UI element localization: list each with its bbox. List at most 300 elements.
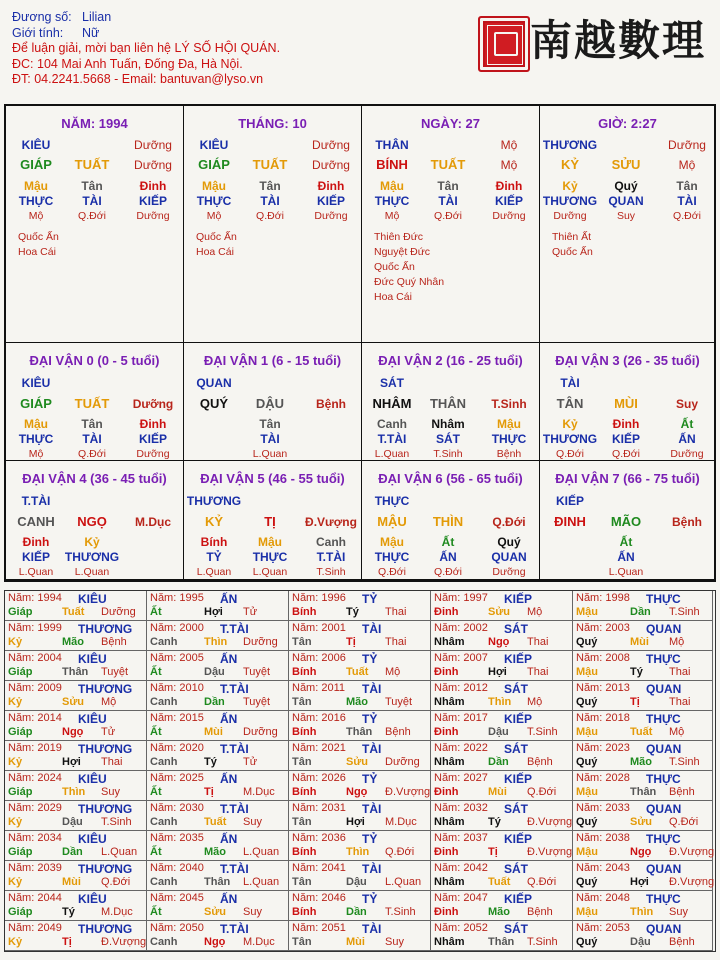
year-cell [289,921,431,951]
hidden-god: ẤN [439,550,457,564]
year-label: Năm: 2031 [292,802,346,814]
seal-stamp-icon [478,16,530,72]
year-ten-god: ẤN [220,832,238,846]
year-can: Tân [292,936,312,948]
year-ten-god: ẤN [220,892,238,906]
year-ten-god: KIẾP [504,712,533,726]
hidden-god: THỰC [491,432,527,446]
year-ten-god: SÁT [504,742,528,756]
year-cell [289,861,431,891]
year-ten-god: SÁT [504,622,528,636]
hidden-stem: Ất [619,535,633,549]
pillar-cell [184,106,362,343]
year-label: Năm: 2012 [434,682,488,694]
year-can: Kỷ [8,756,23,768]
dai-van-top-god: THỰC [374,494,410,508]
year-can: Canh [150,816,178,828]
year-chi: Dần [346,906,367,918]
year-cell [431,681,573,711]
year-stage: Tử [243,606,258,618]
hidden-stem: Mậu [258,535,282,549]
hidden-stage: Q.Đới [256,210,284,222]
year-stage: Mộ [669,636,685,648]
hidden-stem: Kỷ [562,417,578,431]
year-stage: Đ.Vượng [101,936,147,948]
year-stage: Bệnh [527,756,553,768]
header-info [12,10,280,88]
year-ten-god: QUAN [646,622,682,636]
year-chi: Ngọ [630,846,652,858]
hidden-god: QUAN [491,550,527,564]
year-can: Đinh [434,606,459,618]
year-chi: Mão [346,696,368,708]
dai-van-cell [6,461,184,580]
pillar-title: THÁNG: 10 [238,116,307,131]
year-can: Tân [292,756,312,768]
year-label: Năm: 1994 [8,592,62,604]
hidden-god: THỰC [18,194,54,208]
year-can: Ất [150,906,162,918]
hidden-god: THỰC [374,194,410,208]
year-cell [289,741,431,771]
hidden-god: TÀI [677,194,697,208]
year-ten-god: T.TÀI [220,682,249,696]
year-chi: Thìn [346,846,370,858]
year-can: Quý [576,876,598,888]
hidden-god: ẤN [678,432,696,446]
year-cell [147,801,289,831]
hidden-god: KIẾP [494,194,523,208]
year-ten-god: THỰC [646,592,681,606]
dai-van-stage: Dưỡng [132,397,174,411]
year-stage: Mộ [527,606,543,618]
hidden-god: KIẾP [316,194,345,208]
year-stage: Bệnh [669,936,695,948]
dai-van-stage: M.Dục [135,515,171,529]
dai-van-can: QUÝ [199,396,229,411]
year-label: Năm: 2049 [8,922,62,934]
year-can: Canh [150,936,178,948]
pillar-stage-1: Dưỡng [312,138,350,152]
year-can: Nhâm [434,816,465,828]
year-can: Bính [292,606,317,618]
year-chi: Thân [630,786,657,798]
hidden-god: THỰC [196,194,232,208]
year-label: Năm: 2008 [576,652,630,664]
year-cell [147,681,289,711]
dai-van-top-god: THƯƠNG [186,494,242,508]
dai-van-title: ĐẠI VẬN 1 (6 - 15 tuổi) [203,353,342,368]
pillar-title: GIỜ: 2:27 [598,116,657,131]
year-chi: Mùi [346,936,365,948]
hidden-stem: Mậu [24,417,48,431]
year-label: Năm: 2005 [150,652,204,664]
year-can: Đinh [434,906,459,918]
year-cell [5,771,147,801]
year-can: Nhâm [434,756,465,768]
year-cell [431,651,573,681]
dai-van-can: MẬU [377,514,407,529]
year-cell [147,741,289,771]
year-chi: Ngọ [62,726,84,738]
year-cell [573,831,713,861]
year-cell [289,771,431,801]
year-stage: T.Sinh [669,756,700,768]
year-ten-god: SÁT [504,802,528,816]
year-cell [5,891,147,921]
hidden-stage: Dưỡng [136,210,170,222]
year-chi: Thân [488,936,515,948]
year-label: Năm: 2023 [576,742,630,754]
year-cell [431,771,573,801]
year-stage: Q.Đới [385,846,415,858]
address-line: ĐC: 104 Mai Anh Tuấn, Đống Đa, Hà Nội. [12,56,243,71]
year-ten-god: QUAN [646,742,682,756]
year-can: Ất [150,606,162,618]
year-stage: Thai [101,756,123,768]
year-ten-god: SÁT [504,682,528,696]
year-stage: Suy [101,786,120,798]
year-chi: Tý [346,606,359,618]
year-label: Năm: 2003 [576,622,630,634]
dai-van-can: ĐINH [554,514,586,529]
year-chi: Ngọ [488,636,510,648]
dai-van-chi: TỊ [264,514,276,529]
year-chi: Ngọ [346,786,368,798]
hidden-stem: Đinh [612,417,640,431]
dai-van-chi: DẬU [255,396,285,411]
dai-van-stage: Bệnh [316,397,346,411]
dai-van-title: ĐẠI VẬN 5 (46 - 55 tuổi) [200,471,345,486]
hidden-stem: Đinh [139,179,167,193]
year-label: Năm: 2024 [8,772,62,784]
year-label: Năm: 2048 [576,892,630,904]
year-cell [431,921,573,951]
year-stage: Tử [101,726,116,738]
year-can: Mậu [576,846,598,858]
year-cell [431,891,573,921]
year-chi: Tị [488,846,498,858]
year-label: Năm: 2026 [292,772,346,784]
year-cell [573,651,713,681]
year-can: Quý [576,696,598,708]
year-cell [147,921,289,951]
year-chi: Dần [204,696,225,708]
hidden-stem: Tân [259,417,281,431]
year-can: Giáp [8,786,33,798]
year-ten-god: TỶ [362,652,378,666]
hidden-god: THỰC [374,550,410,564]
year-can: Kỷ [8,816,23,828]
dai-van-cell [6,343,184,461]
year-cell [147,861,289,891]
year-chi: Sửu [346,756,369,768]
year-ten-god: SÁT [504,922,528,936]
hidden-stem: Mậu [202,179,226,193]
year-stage: Thai [385,636,407,648]
pillar-top-god: THƯƠNG [542,138,598,152]
hidden-stem: Quý [614,179,638,193]
year-can: Mậu [576,726,598,738]
year-ten-god: ẤN [220,592,238,606]
hidden-god: TỶ [206,550,222,564]
year-chi: Hợi [204,606,223,618]
year-stage: Thai [669,696,691,708]
dai-van-top-god: T.TÀI [21,494,51,508]
year-chi: Tuất [630,726,653,738]
year-chi: Thân [346,726,373,738]
year-ten-god: TÀI [362,622,382,636]
year-stage: Đ.Vượng [669,876,715,888]
hidden-stage: L.Quan [196,566,232,578]
year-chi: Thân [62,666,89,678]
year-can: Tân [292,876,312,888]
year-cell [289,801,431,831]
year-cell [573,921,713,951]
year-label: Năm: 1995 [150,592,204,604]
hidden-stage: L.Quan [608,566,644,578]
year-chi: Tị [62,936,72,948]
year-stage: Dưỡng [101,606,136,618]
dai-van-title: ĐẠI VẬN 2 (16 - 25 tuổi) [378,353,523,368]
year-ten-god: TỶ [362,892,378,906]
hidden-stage: Bệnh [496,448,522,460]
dai-van-stage: T.Sinh [491,397,527,411]
year-stage: Thai [527,666,549,678]
year-stage: Q.Đới [527,786,557,798]
year-chi: Hợi [488,666,507,678]
pillar-cell [6,106,184,343]
hidden-stage: L.Quan [18,566,54,578]
year-can: Đinh [434,666,459,678]
hidden-stem: Mậu [497,417,521,431]
year-can: Quý [576,756,598,768]
hidden-god: SÁT [436,432,460,446]
hidden-stage: L.Quan [374,448,410,460]
year-stage: T.Sinh [669,606,700,618]
star-note: Hoa Cái [18,246,56,258]
dai-van-chi: MÃO [610,514,642,529]
hidden-stem: Mậu [24,179,48,193]
year-can: Nhâm [434,936,465,948]
year-label: Năm: 2042 [434,862,488,874]
year-cell [573,711,713,741]
year-ten-god: TÀI [362,922,382,936]
year-ten-god: QUAN [646,862,682,876]
dai-van-cell [362,343,540,461]
year-stage: Đ.Vượng [385,786,431,798]
hidden-god: THƯƠNG [64,550,120,564]
dai-van-cell [362,461,540,580]
year-label: Năm: 2029 [8,802,62,814]
year-can: Kỷ [8,636,23,648]
year-stage: Dưỡng [243,726,278,738]
hidden-stem: Tân [81,179,103,193]
year-label: Năm: 2043 [576,862,630,874]
year-cell [5,651,147,681]
hidden-stage: Dưỡng [314,210,348,222]
year-label: Năm: 2052 [434,922,488,934]
hidden-god: KIẾP [611,432,640,446]
year-stage: L.Quan [243,876,280,888]
year-cell [573,861,713,891]
dai-van-cell [540,343,716,461]
year-chi: Dậu [62,816,83,828]
dai-van-title: ĐẠI VẬN 7 (66 - 75 tuổi) [555,471,700,486]
year-label: Năm: 2039 [8,862,62,874]
hidden-stem: Tân [81,417,103,431]
year-label: Năm: 2006 [292,652,346,664]
hidden-stage: Q.Đới [78,210,106,222]
year-can: Ất [150,726,162,738]
hidden-stage: Q.Đới [434,210,462,222]
hidden-stem: Tân [259,179,281,193]
star-note: Nguyệt Đức [374,246,431,258]
year-stage: T.Sinh [385,906,416,918]
year-cell [431,741,573,771]
year-cell [573,801,713,831]
hidden-stem: Kỷ [84,535,100,549]
year-label: Năm: 2004 [8,652,62,664]
year-ten-god: TỶ [362,772,378,786]
pillar-can: KỶ [560,157,580,172]
dai-van-top-god: TÀI [560,376,580,390]
pillar-top-god: KIÊU [21,138,51,152]
year-can: Mậu [576,606,598,618]
year-stage: Đ.Vượng [527,816,573,828]
pillar-chi: TUẤT [430,157,466,172]
year-chi: Thìn [630,906,654,918]
year-can: Mậu [576,906,598,918]
hidden-stage: Mộ [28,210,44,222]
year-ten-god: T.TÀI [220,862,249,876]
hidden-stage: L.Quan [252,566,288,578]
year-chi: Mùi [62,876,81,888]
year-label: Năm: 2025 [150,772,204,784]
year-ten-god: T.TÀI [220,742,249,756]
hidden-stem: Mậu [380,535,404,549]
year-cell [431,711,573,741]
hidden-god: T.TÀI [377,432,407,446]
hidden-stem: Mậu [380,179,404,193]
hidden-stem: Ất [680,417,694,431]
year-cell [147,621,289,651]
year-label: Năm: 2001 [292,622,346,634]
year-can: Bính [292,666,317,678]
year-chi: Sửu [630,816,653,828]
dai-van-top-god: SÁT [380,376,404,390]
star-note: Quốc Ấn [18,231,59,243]
year-can: Canh [150,636,178,648]
dai-van-chi: TUẤT [74,396,110,411]
year-ten-god: KIÊU [78,832,107,846]
year-ten-god: ẤN [220,652,238,666]
year-stage: Suy [243,816,262,828]
year-ten-god: KIẾP [504,652,533,666]
year-stage: Tuyệt [243,696,271,708]
hidden-stage: Dưỡng [670,448,704,460]
hidden-god: KIẾP [138,432,167,446]
year-label: Năm: 2021 [292,742,346,754]
year-stage: Bệnh [385,726,411,738]
year-chi: Dậu [204,666,225,678]
dai-van-can: GIÁP [20,396,52,411]
pillar-can: GIÁP [198,157,230,172]
year-cell [5,801,147,831]
year-stage: Thai [669,666,691,678]
hidden-stage: Mộ [206,210,222,222]
dai-van-stage: Đ.Vượng [305,515,357,529]
year-chi: Tuất [62,606,85,618]
year-cell [5,741,147,771]
year-label: Năm: 2030 [150,802,204,814]
year-cell [289,651,431,681]
year-chi: Tý [630,666,643,678]
year-label: Năm: 2018 [576,712,630,724]
hidden-stem: Tân [437,179,459,193]
year-stage: L.Quan [385,876,422,888]
contact-line: Để luận giải, mời bạn liên hệ LÝ SỐ HỘI QUÁN. [12,41,281,55]
year-ten-god: KIẾP [504,832,533,846]
year-chi: Mùi [488,786,507,798]
year-can: Đinh [434,846,459,858]
pillar-chi: TUẤT [252,157,288,172]
pillar-can: GIÁP [20,157,52,172]
year-chi: Dần [630,606,651,618]
hidden-god: KIẾP [21,550,50,564]
hidden-stage: Q.Đới [556,448,584,460]
year-chi: Dậu [488,726,509,738]
year-chi: Hợi [62,756,81,768]
year-stage: Q.Đới [527,876,557,888]
hidden-stage: Dưỡng [553,210,587,222]
year-can: Giáp [8,726,33,738]
year-stage: M.Dục [385,816,417,828]
year-stage: Dưỡng [243,636,278,648]
year-cell [431,591,573,621]
year-ten-god: KIÊU [78,592,107,606]
year-ten-god: THƯƠNG [78,622,133,636]
year-stage: Tử [243,756,258,768]
year-stage: L.Quan [101,846,138,858]
star-note: Hoa Cái [196,246,234,258]
dai-van-cell [540,461,716,580]
year-chi: Dậu [630,936,651,948]
year-cell [573,891,713,921]
year-stage: Bệnh [669,786,695,798]
hidden-god: QUAN [608,194,644,208]
year-chi: Mùi [630,636,649,648]
dai-van-stage: Bệnh [672,515,702,529]
hidden-stage: T.Sinh [433,448,463,460]
year-can: Nhâm [434,636,465,648]
year-label: Năm: 2002 [434,622,488,634]
hidden-stage: Q.Đới [673,210,701,222]
year-chi: Tuất [204,816,227,828]
year-label: Năm: 2013 [576,682,630,694]
year-stage: Đ.Vượng [527,846,573,858]
year-stage: Suy [243,906,262,918]
hidden-stage: T.Sinh [316,566,346,578]
year-ten-god: QUAN [646,802,682,816]
hidden-stage: Q.Đới [378,566,406,578]
logo-text: 南越數理 [530,16,707,65]
year-ten-god: TÀI [362,862,382,876]
year-cell [431,831,573,861]
dai-van-can: CANH [17,514,55,529]
pillar-chi: SỬU [611,157,641,172]
year-stage: Tuyệt [243,666,271,678]
